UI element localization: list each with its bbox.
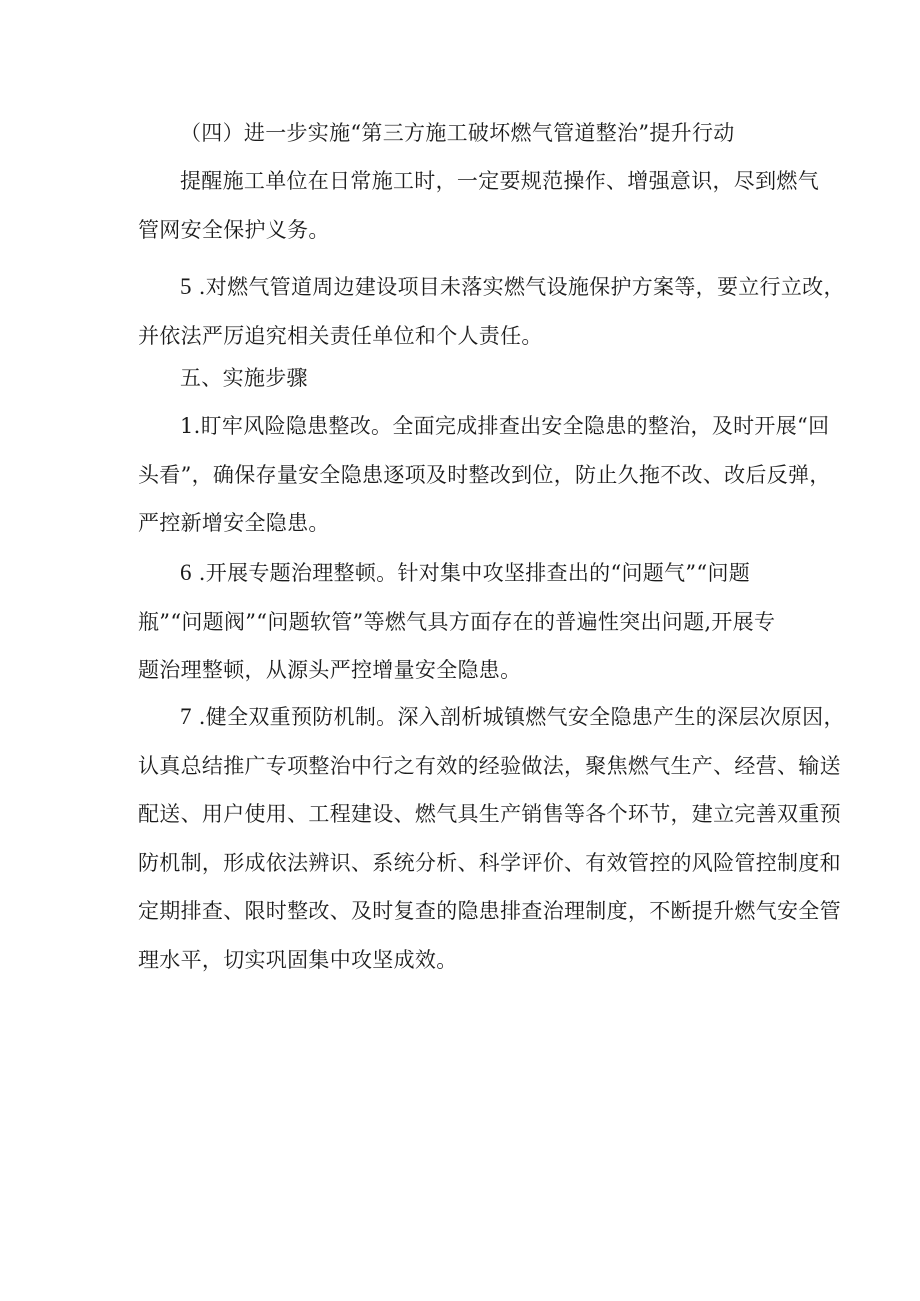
paragraph-reminder (138, 157, 819, 254)
paragraph-line: 并依法严厉追究相关责任单位和个人责任。 (138, 323, 543, 348)
paragraph-line: 防机制，形成依法辨识、系统分析、科学评价、有效管控的风险管控制度和 (138, 850, 841, 875)
item-6-text: .开展专题治理整顿。针对集中攻坚排查出的“问题气”“问题 (191, 561, 751, 585)
paragraph-line: 头看”，确保存量安全隐患逐项及时整改到位，防止久拖不改、改后反弹， (138, 462, 831, 487)
section-5-title (138, 354, 798, 403)
paragraph-line: 题治理整顿，从源头严控增量安全隐患。 (138, 658, 522, 682)
section-5-title-text: 五、实施步骤 (180, 366, 308, 390)
paragraph-line: 定期排查、限时整改、及时复查的隐患排查治理制度，不断提升燃气安全管 (138, 899, 841, 923)
item-5-number: 5 (180, 274, 192, 299)
heading-section-4 (138, 109, 798, 158)
paragraph-line: 1.盯牢风险隐患整改。全面完成排查出安全隐患的整治，及时开展“回 (180, 414, 830, 438)
paragraph-line: 管网安全保护义务。 (138, 217, 330, 242)
step-1 (138, 402, 831, 548)
paragraph-line (138, 693, 845, 742)
item-5 (138, 263, 845, 360)
item-7 (138, 693, 845, 984)
paragraph-line: 配送、用户使用、工程建设、燃气具生产销售等各个环节，建立完善双重预 (138, 802, 841, 826)
paragraph-line: 认真总结推广专项整治中行之有效的经验做法，聚焦燃气生产、经营、输送 (138, 753, 841, 778)
item-7-number: 7 (180, 704, 192, 729)
paragraph-line: 严控新增安全隐患。 (138, 511, 330, 535)
item-6-number: 6 (180, 560, 192, 585)
item-5-text: .对燃气管道周边建设项目未落实燃气设施保护方案等，要立行立改， (191, 275, 845, 299)
paragraph-line (138, 549, 798, 598)
paragraph-line: 瓶”“问题阀”“问题软管”等燃气具方面存在的普遍性突出问题,开展专 (138, 609, 776, 634)
paragraph-line: 提醒施工单位在日常施工时，一定要规范操作、增强意识，尽到燃气 (180, 169, 819, 193)
item-7-text: .健全双重预防机制。深入剖析城镇燃气安全隐患产生的深层次原因， (191, 705, 845, 729)
paragraph-line: 理水平，切实巩固集中攻坚成效。 (138, 947, 458, 972)
paragraph-line (138, 263, 845, 312)
heading-section-4-text: （四）进一步实施“第三方施工破坏燃气管道整治”提升行动 (180, 121, 735, 145)
item-6 (138, 549, 798, 695)
